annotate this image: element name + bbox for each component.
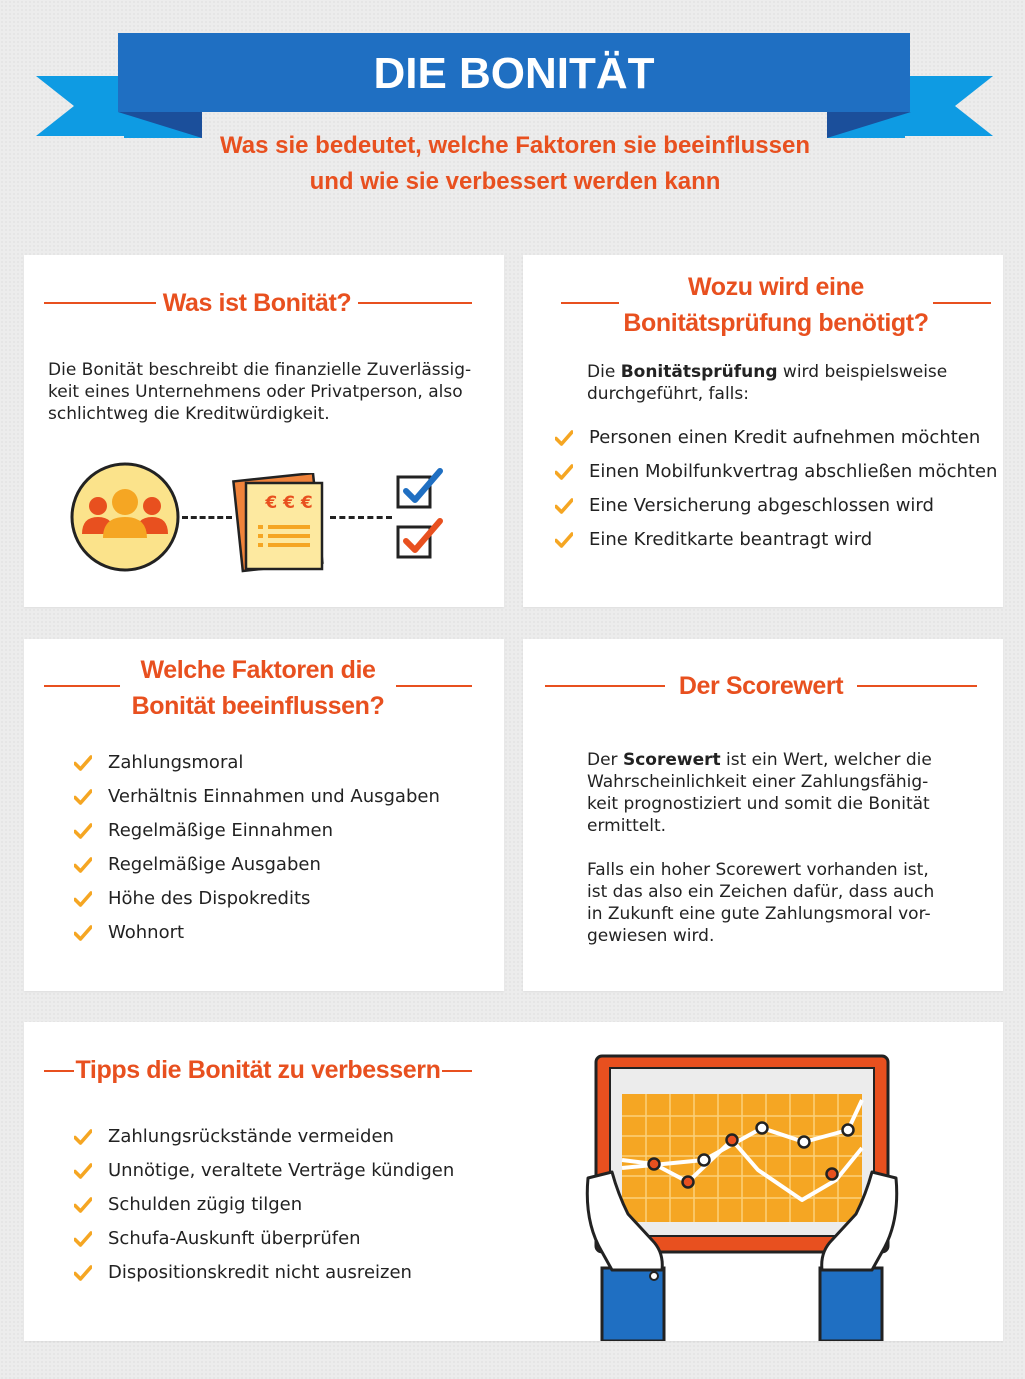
intro-prefix: Die <box>587 362 621 382</box>
heading-rule-left <box>545 685 665 687</box>
list-item-label: Höhe des Dispokredits <box>108 888 311 909</box>
text-line: Wahrscheinlichkeit einer Zahlungsfähig- <box>587 772 929 792</box>
card-heading: Was ist Bonität? <box>162 289 352 317</box>
check-icon <box>74 925 92 941</box>
check-icon <box>74 1197 92 1213</box>
heading-rule-left <box>44 302 156 304</box>
page-subtitle <box>120 128 910 200</box>
subtitle-line-2: und wie sie verbessert werden kann <box>309 168 721 195</box>
card-heading: Der Scorewert <box>678 672 844 700</box>
p1-bold: Scorewert <box>622 750 721 770</box>
check-icon <box>74 1129 92 1145</box>
heading-rule-right <box>933 302 991 304</box>
list-item <box>74 1222 454 1256</box>
list-item-label: Regelmäßige Einnahmen <box>108 820 334 841</box>
dashed-connector <box>182 516 232 519</box>
check-icon <box>74 1265 92 1281</box>
dashed-connector <box>330 516 392 519</box>
list-item-label: Regelmäßige Ausgaben <box>108 854 321 875</box>
list-item <box>74 1188 454 1222</box>
text-line: keit eines Unternehmens oder Privatperson, also <box>48 382 463 402</box>
checklist <box>555 421 997 557</box>
check-icon <box>74 1231 92 1247</box>
intro-line <box>587 361 987 383</box>
score-paragraph-2 <box>587 859 987 947</box>
card-wozu-pruefung <box>523 255 1003 607</box>
list-item <box>74 814 440 848</box>
heading-rule-right <box>396 685 472 687</box>
p1-suffix: ist ein Wert, welcher die <box>720 750 932 770</box>
text-line: Die Bonität beschreibt die finanzielle Zuverlässig- <box>48 360 472 380</box>
intro-suffix: wird beispielsweise <box>777 362 948 382</box>
heading-rule-left <box>561 302 619 304</box>
text-line <box>587 749 987 771</box>
list-item-label: Personen einen Kredit aufnehmen möchten <box>589 427 981 448</box>
list-item <box>555 455 997 489</box>
tablet-chart-icon <box>582 1052 902 1341</box>
list-item <box>74 780 440 814</box>
list-item <box>74 1154 454 1188</box>
heading-rule-left <box>44 1070 74 1072</box>
checkbox-blue-icon <box>396 467 448 509</box>
text-line: ermittelt. <box>587 816 667 836</box>
card-heading: Tipps die Bonität zu verbessern <box>75 1056 441 1084</box>
check-icon <box>555 430 573 446</box>
card-text <box>48 359 493 425</box>
page-title: DIE BONITÄT <box>118 33 910 112</box>
checklist <box>74 1120 454 1290</box>
intro-line: durchgeführt, falls: <box>587 384 749 404</box>
list-item-label: Zahlungsmoral <box>108 752 244 773</box>
list-item-label: Unnötige, veraltete Verträge kündigen <box>108 1160 455 1181</box>
intro-bold: Bonitätsprüfung <box>620 362 778 382</box>
check-icon <box>555 498 573 514</box>
check-icon <box>555 464 573 480</box>
list-item <box>555 523 997 557</box>
list-item <box>74 848 440 882</box>
check-icon <box>74 1163 92 1179</box>
check-icon <box>74 891 92 907</box>
heading-rule-right <box>442 1070 472 1072</box>
list-item-label: Eine Kreditkarte beantragt wird <box>589 529 873 550</box>
heading-rule-right <box>857 685 977 687</box>
text-line: in Zukunft eine gute Zahlungsmoral vor- <box>587 904 931 924</box>
people-icon <box>70 462 180 572</box>
card-tipps <box>24 1022 1003 1341</box>
heading-rule-right <box>358 302 472 304</box>
list-item-label: Schufa-Auskunft überprüfen <box>108 1228 361 1249</box>
list-item <box>74 916 440 950</box>
check-icon <box>74 755 92 771</box>
list-item-label: Verhältnis Einnahmen und Ausgaben <box>108 786 440 807</box>
document-icon <box>232 473 328 573</box>
card-heading <box>619 269 933 341</box>
text-line: schlichtweg die Kreditwürdigkeit. <box>48 404 330 424</box>
card-faktoren <box>24 639 504 991</box>
heading-line: Bonitätsprüfung benötigt? <box>623 309 929 337</box>
text-line: gewiesen wird. <box>587 926 715 946</box>
list-item-label: Zahlungsrückstände vermeiden <box>108 1126 394 1147</box>
text-line: keit prognostiziert und somit die Bonität <box>587 794 930 814</box>
checklist <box>74 746 440 950</box>
list-item-label: Schulden zügig tilgen <box>108 1194 303 1215</box>
check-icon <box>555 532 573 548</box>
heading-line: Welche Faktoren die <box>140 656 376 684</box>
heading-line: Bonität beeinflussen? <box>131 692 385 720</box>
list-item-label: Einen Mobilfunkvertrag abschließen möchten <box>589 461 998 482</box>
checkbox-orange-icon <box>396 517 448 559</box>
list-item-label: Wohnort <box>108 922 185 943</box>
card-heading <box>120 652 396 724</box>
heading-rule-left <box>44 685 120 687</box>
score-paragraph-1 <box>587 749 987 837</box>
check-icon <box>74 857 92 873</box>
list-item <box>74 882 440 916</box>
heading-line: Wozu wird eine <box>688 273 864 301</box>
p1-prefix: Der <box>587 750 623 770</box>
subtitle-line-1: Was sie bedeutet, welche Faktoren sie beeinflussen <box>220 132 810 159</box>
list-item-label: Eine Versicherung abgeschlossen wird <box>589 495 934 516</box>
card-scorewert <box>523 639 1003 991</box>
list-item <box>74 1256 454 1290</box>
list-item-label: Dispositionskredit nicht ausreizen <box>108 1262 412 1283</box>
document-currency-label: € € € <box>265 493 313 513</box>
text-line: ist das also ein Zeichen dafür, dass auch <box>587 882 935 902</box>
card-intro <box>587 361 987 405</box>
check-icon <box>74 823 92 839</box>
text-line: Falls ein hoher Scorewert vorhanden ist, <box>587 860 929 880</box>
check-icon <box>74 789 92 805</box>
list-item <box>74 1120 454 1154</box>
list-item <box>74 746 440 780</box>
card-was-ist-bonitaet <box>24 255 504 607</box>
list-item <box>555 421 997 455</box>
list-item <box>555 489 997 523</box>
